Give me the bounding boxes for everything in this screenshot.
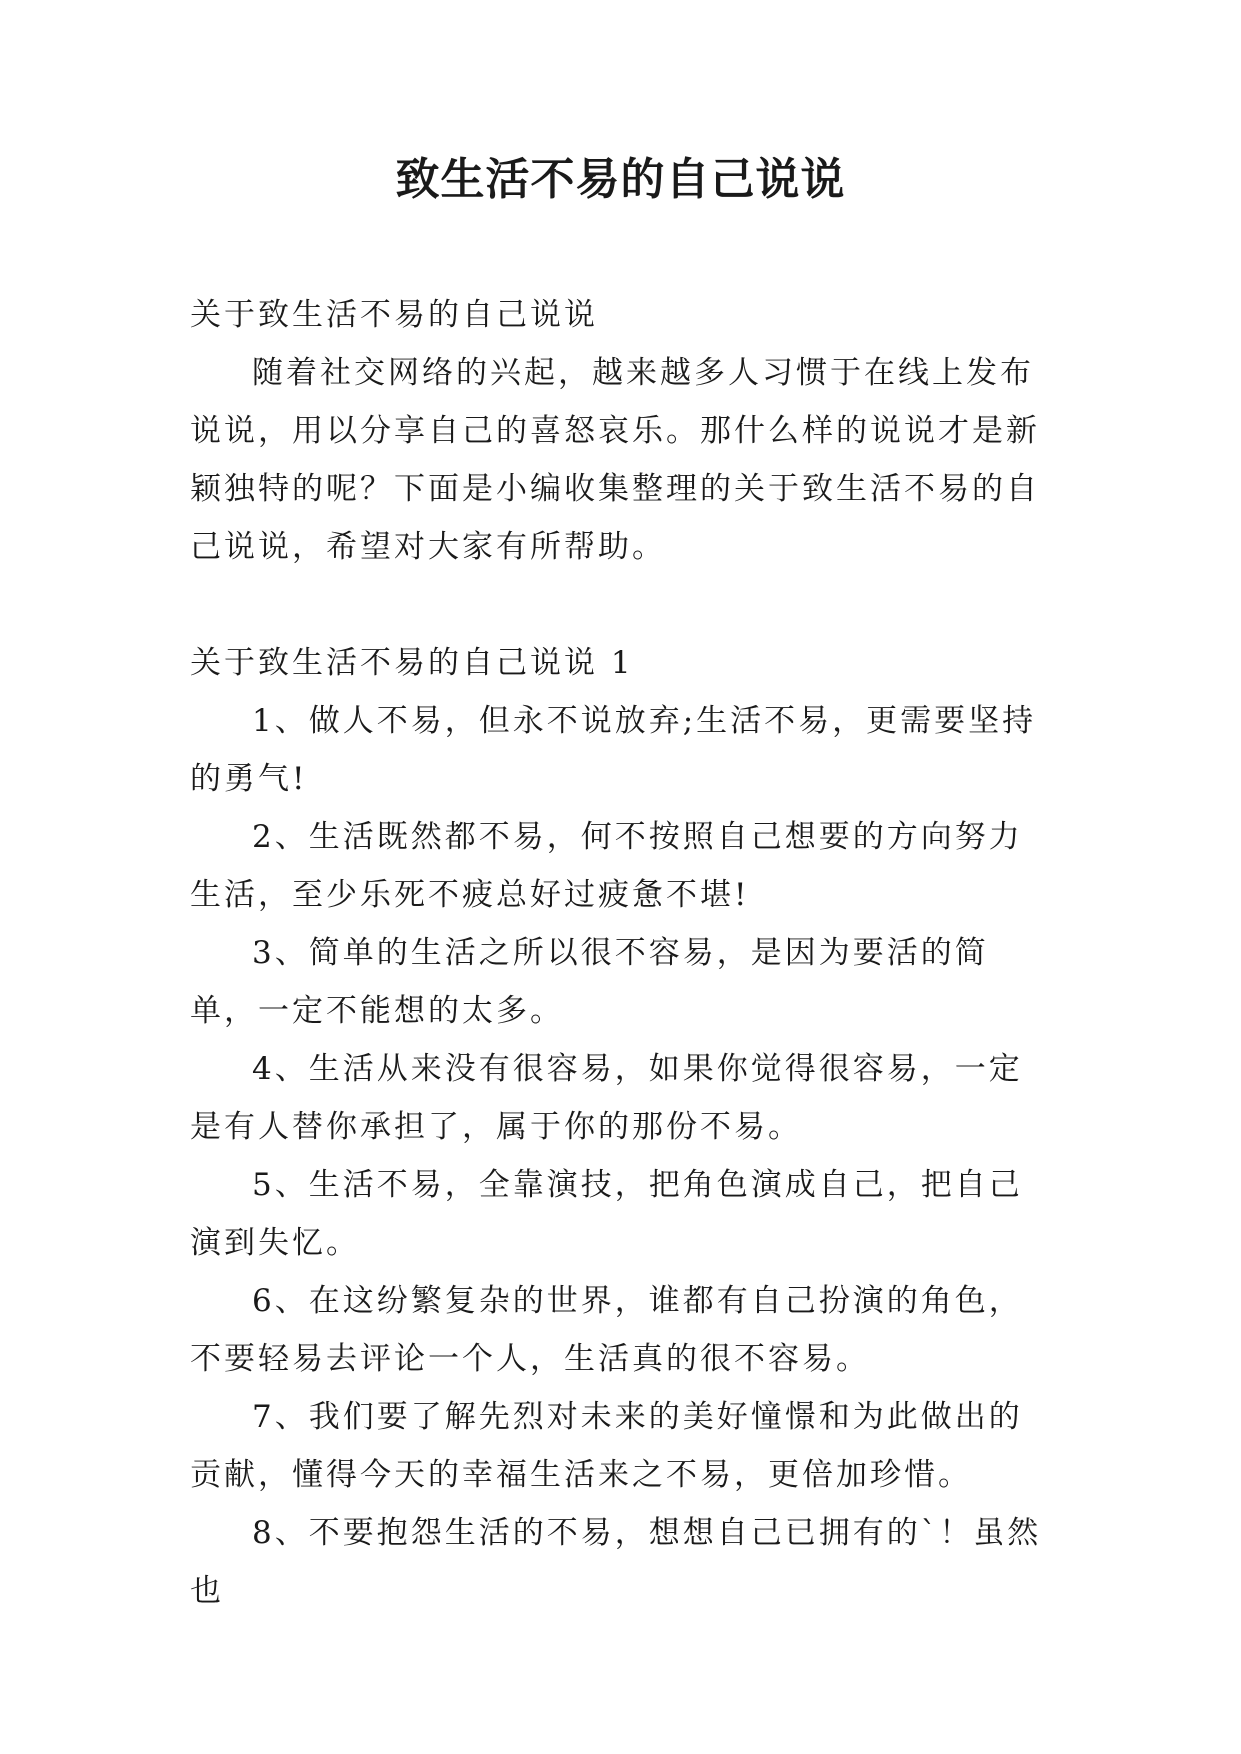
document-subtitle: 关于致生活不易的自己说说	[190, 297, 598, 333]
section-heading: 关于致生活不易的自己说说 1	[190, 645, 634, 681]
document-body	[190, 286, 1050, 1620]
intro-paragraph: 随着社交网络的兴起，越来越多人习惯于在线上发布说说，用以分享自己的喜怒哀乐。那什么样的说说才是新颖独特的呢？下面是小编收集整理的关于致生活不易的自己说说，希望对大家有所帮助。	[190, 355, 1040, 565]
list-item: 3、简单的生活之所以很不容易，是因为要活的简单，一定不能想的太多。	[190, 935, 989, 1029]
list-item: 8、不要抱怨生活的不易，想想自己已拥有的`！虽然也	[190, 1515, 1042, 1609]
paragraph-spacer	[190, 576, 1050, 634]
list-item: 2、生活既然都不易，何不按照自己想要的方向努力生活，至少乐死不疲总好过疲惫不堪!	[190, 819, 1023, 913]
document-title: 致生活不易的自己说说	[395, 154, 846, 205]
list-item: 4、生活从来没有很容易，如果你觉得很容易，一定是有人替你承担了，属于你的那份不易。	[190, 1051, 1023, 1145]
list-item: 7、我们要了解先烈对未来的美好憧憬和为此做出的贡献，懂得今天的幸福生活来之不易，更倍加珍惜。	[190, 1399, 1023, 1493]
list-item: 6、在这纷繁复杂的世界，谁都有自己扮演的角色，不要轻易去评论一个人，生活真的很不容易。	[190, 1283, 1023, 1377]
list-item: 5、生活不易，全靠演技，把角色演成自己，把自己演到失忆。	[190, 1167, 1023, 1261]
list-item: 1、做人不易，但永不说放弃;生活不易，更需要坚持的勇气!	[190, 703, 1037, 797]
